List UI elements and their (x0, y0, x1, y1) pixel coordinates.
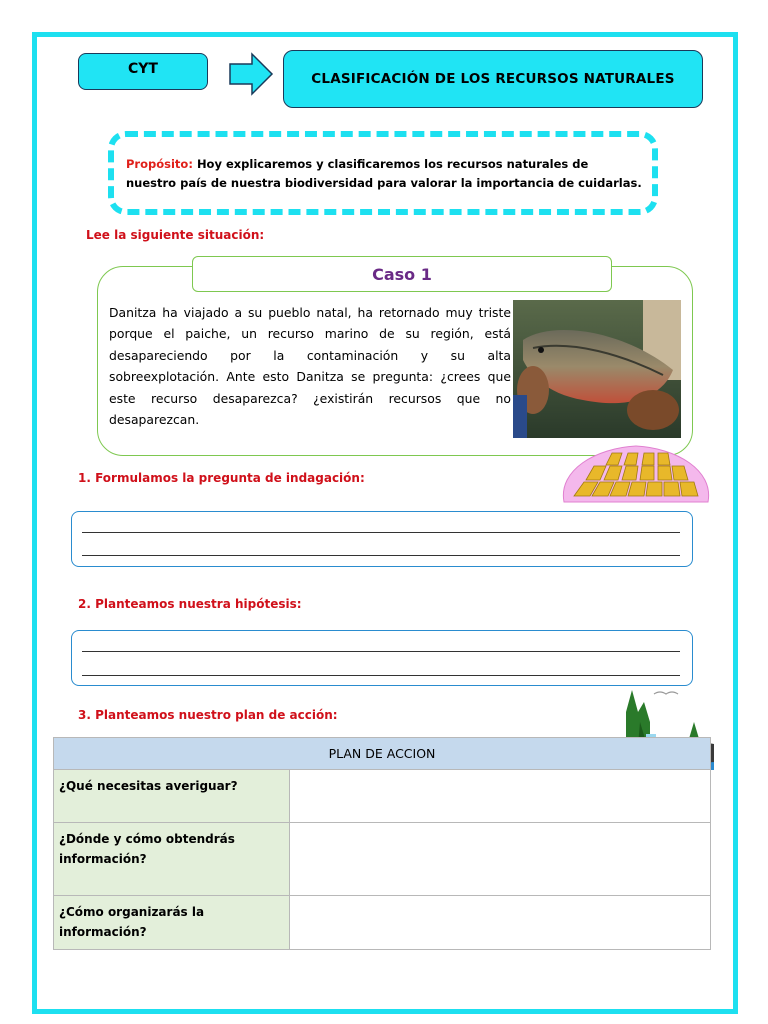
page-title: CLASIFICACIÓN DE LOS RECURSOS NATURALES (283, 50, 703, 108)
case-title: Caso 1 (192, 256, 612, 292)
answer-line (82, 651, 680, 652)
read-prompt: Lee la siguiente situación: (86, 228, 265, 242)
plan-answer-cell[interactable] (290, 770, 711, 823)
plan-answer-cell[interactable] (290, 896, 711, 950)
purpose-label: Propósito: (126, 157, 193, 171)
answer-line (82, 675, 680, 676)
plan-question: ¿Dónde y cómo obtendrás información? (54, 823, 290, 896)
step-2-heading: 2. Planteamos nuestra hipótesis: (78, 597, 302, 611)
step-3-heading: 3. Planteamos nuestro plan de acción: (78, 708, 338, 722)
question-answer-box[interactable] (71, 511, 693, 567)
action-plan-table (53, 737, 711, 950)
plan-answer-cell[interactable] (290, 823, 711, 896)
plan-question: ¿Qué necesitas averiguar? (54, 770, 290, 823)
table-row (54, 770, 711, 823)
answer-line (82, 532, 680, 533)
table-row (54, 896, 711, 950)
plan-question: ¿Cómo organizarás la información? (54, 896, 290, 950)
answer-line (82, 555, 680, 556)
right-arrow-icon (228, 52, 274, 96)
table-row (54, 823, 711, 896)
action-plan-header: PLAN DE ACCION (54, 738, 711, 770)
paiche-fish-photo (513, 300, 681, 438)
step-1-heading: 1. Formulamos la pregunta de indagación: (78, 471, 365, 485)
gold-bars-image (556, 440, 716, 510)
case-text: Danitza ha viajado a su pueblo natal, ha retornado muy triste porque el paiche, un recurso marino de su región, está desapareciendo por la contaminación y su alta sobreexplotación. Ante esto Danitza se pregunta: ¿crees que este recurso desaparezca? ¿existirán recursos que no desaparezcan. (109, 305, 511, 428)
subject-label: CYT (78, 53, 208, 90)
purpose-text: Hoy explicaremos y clasificaremos los recursos naturales de nuestro país de nuestra biodiversidad para valorar la importancia de cuidarlas. (126, 157, 642, 190)
purpose-box (108, 131, 658, 215)
hypothesis-answer-box[interactable] (71, 630, 693, 686)
